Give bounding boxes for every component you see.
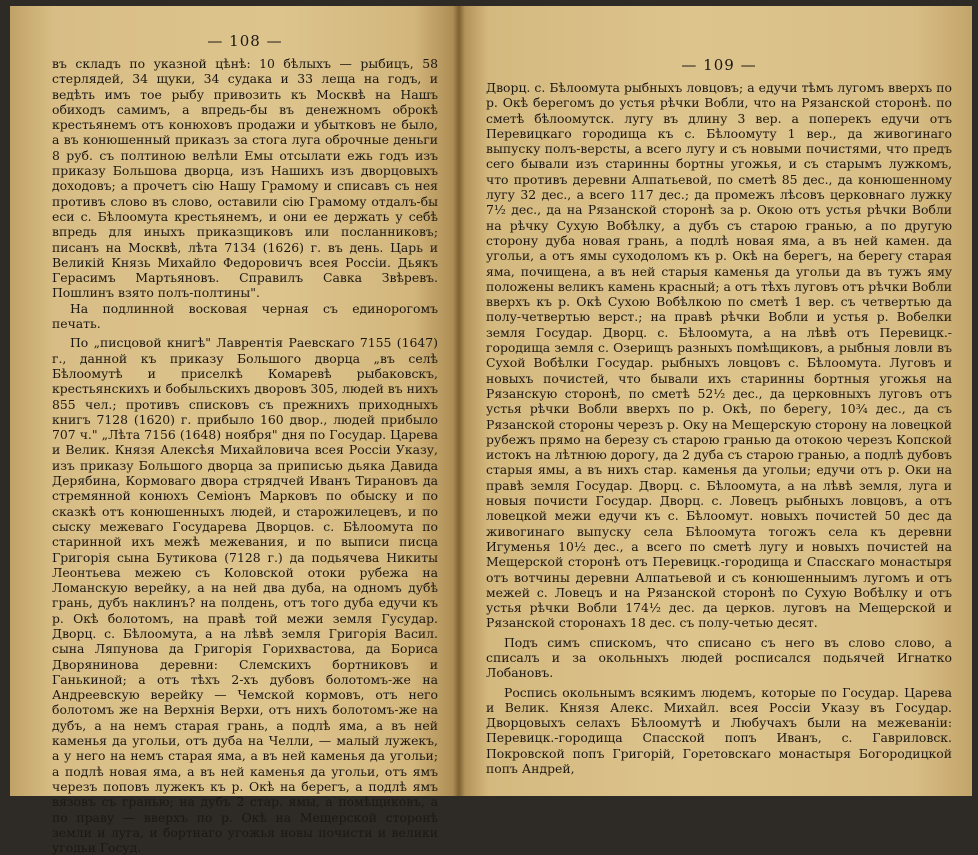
left-page-text — [52, 56, 438, 855]
paragraph: На подлинной восковая черная съ единорогомъ печать. — [52, 300, 438, 332]
paragraph: въ складъ по указной цѣнѣ: 10 бѣлыхъ — рыбицъ, 58 стерлядей, 34 щуки, 34 судака и 33 леща на годъ, и ведѣть имъ тое рыбу привозить къ Москвѣ на Нашъ обиходъ самимъ, а впредь-бы въ денежномъ оброкѣ крестьянемъ отъ конюховъ продажи и убытковъ не было, а въ конюшенный приказъ за стога луга оброчные деньги 8 руб. съ полтиною велѣли Емы отсылати ежь годъ изъ приказу Большова дворца, изъ Нашихъ изъ дворцовыхъ доходовъ; а прочетъ сію Нашу Грамому и списавъ съ нея противъ слово въ слово, оставили сію Грамому отдалъ-бы еси с. Бѣлоомута крестьянемъ, и они ее держать у себѣ впредь для иныхъ приказщиковъ или посланниковъ; писанъ на Москвѣ, лѣта 7134 (1626) г. въ день. Царь и Великій Князь Михайло Федоровичъ всея Россіи. Дьякъ Герасимъ Мартьяновъ. Справилъ Савка Звѣревъ. Пошлинъ взято полъ-полтины". — [52, 56, 438, 301]
paragraph: Роспись окольнымъ всякимъ людемъ, которые по Государ. Царева и Велик. Князя Алекс. Михайл. всея Россіи Указу въ Государ. Дворцовыхъ селахъ Бѣлоомутѣ и Любучахъ были на межеваніи: Перевицк.-городища Спасской попъ Иванъ, с. Гавриловск. Покровской попъ Григорій, Горетовскаго монастыря Богородицкой попъ Андрей, — [486, 684, 952, 777]
paragraph: По „писцовой книгѣ" Лаврентія Раевскаго 7155 (1647) г., данной къ приказу Большого дворца „въ селѣ Бѣлоомутѣ и приселкѣ Комаревѣ рыбаковскъ, крестьянскихъ и бобыльскихъ дворовъ 305, людей въ нихъ 855 чел.; противъ списковъ съ прежнихъ приходныхъ книгъ 7128 (1620) г. прибыло 160 двор., людей прибыло 707 ч." „Лѣта 7156 (1648) ноября" дня по Государ. Царева и Велик. Князя Алексѣя Михайловича всея Россіи Указу, изъ приказу Большого дворца за приписью дьяка Давида Дерябина, Кормоваго двора стрядчей Иванъ Тирановъ да стремянной конюхъ Семіонъ Марковъ по обыску и по сказкѣ отъ конюшенныхъ людей, и старожилецевъ, и по сыску межеваго Государева Дворцов. с. Бѣлоомута по старинной ихъ межѣ межевания, и по выписи писца Григорія сына Бутикова (7128 г.) да подьячева Никиты Леонтьева межею съ Коловской отоки рубежа на Ломанскую верейку, а на ней два дуба, на одномъ дубѣ грань, дубъ наклинъ? на полдень, отъ того дуба едучи къ р. Окѣ болотомъ, на правѣ той межи земля Гусудар. Дворц. с. Бѣлоомута, а на лѣвѣ земля Григорія Васил. сына Ляпунова да Григорія Горихвастова, да Бориса Дворянинова деревни: Слемскихъ бортниковъ и Ганькиной; а отъ тѣхъ 2-хъ дубовъ болотомъ-же на Андреевскую верейку — Чемской кормовъ, отъ него болотомъ же на Верхнія Верхи, отъ нихъ болотомъ-же на дубъ, а на немъ старая грань, а подлѣ яма, а въ ней каменья да угольи, отъ дуба на Челли, — малый лужекъ, а у него на немъ старая яма, а въ ней каменья да угольи; а подлѣ новая яма, а въ ней каменья да угольи, отъ ямъ черезъ поповъ лужекъ къ р. Окѣ на берегъ, а подлѣ ямъ вязовъ съ гранью; на дубъ 2 стар. ямы, а помѣщиковъ, а по праву — вверхъ по р. Окѣ на Мещерской сторонѣ земли и луга, и бортнаго угожья новы почисти и велики угодьи Госуд. — [52, 335, 438, 855]
open-book — [10, 6, 972, 855]
page-number-right: — 109 — — [681, 56, 757, 74]
left-page — [10, 6, 458, 855]
paragraph: Подъ симъ спискомъ, что списано съ него въ слово слово, а списалъ и за окольныхъ людей росписался подьячей Игнатко Лобановъ. — [486, 634, 952, 681]
paragraph: Дворц. с. Бѣлоомута рыбныхъ ловцовъ; а едучи тѣмъ лугомъ вверхъ по р. Окѣ берегомъ до устья рѣчки Вобли, что на Рязанской сторонѣ. по сметѣ бѣлоомутск. лугу въ длину 3 вер. а поперекъ едучи отъ Перевицкаго городища къ с. Бѣлоомуту 1 вер., да живогинаго выпуску полъ-версты, а всего лугу и съ новыми почистями, что предъ сего бывали изъ старинны бортны угожья, и съ старымъ лужкомъ, что противъ деревни Алпатьевой, по сметѣ 85 дес., да конюшенному лугу 32 дес., а всего 117 дес.; да промежъ лѣсовъ церковнаго лужку 7½ дес., да на Рязанской сторонѣ за р. Окою отъ устья рѣчки Вобли на рѣчку Сухую Вобѣлку, а дубъ съ старою гранью, а по другую сторону дуба новая грань, а подлѣ новая яма, а въ ней камен. да угольи, а отъ ямы суходоломъ къ р. Окѣ на берегъ, на берегу старая яма, почищена, а въ ней старыя каменья да угольи да въ тужъ яму положены великъ камень красный; а отъ тѣхъ луговъ отъ рѣчки Вобли вверхъ къ р. Окѣ Сухою Вобѣлкою по сметѣ 1 вер. съ четвертью да полу-четвертью верст.; на правѣ рѣчки Вобли и устья р. Вобелки земля Государ. Дворц. с. Бѣлоомута, а на лѣвѣ отъ Перевицк.-городища земля с. Озерищъ разныхъ помѣщиковъ, а рыбныя ловли въ Сухой Вобѣлки Государ. рыбныхъ ловцовъ с. Бѣлоомута. Луговъ и новыхъ почистей, что бывали ихъ старинны бортныя угожья на Рязанскую сторонѣ, по сметѣ 52½ дес., да церковныхъ луговъ отъ устья рѣчки Вобли вверхъ по р. Окѣ, по берегу, 10¾ дес., да съ Рязанской стороны черезъ р. Оку на Мещерскую сторону на ловецкой рубежъ прямо на березу съ старою гранью да отокою черезъ Копской истокъ на лѣтнюю дорогу, да 2 дуба съ старою гранью, а подлѣ дубовъ старыя ямы, а въ нихъ стар. каменья да угольи; едучи отъ р. Оки на правѣ земля Государ. Дворц. с. Бѣлоомута, а на лѣвѣ земля, луга и новыя почисти Государ. Дворц. с. Ловецъ рыбныхъ ловцовъ, а отъ ловецкой межи едучи къ с. Бѣлоомут. новыхъ почистей 50 дес да живогинаго выпуску села Бѣлоомута тогожъ села къ деревни Игуменья 10½ дес., а всего по сметѣ лугу и новыхъ почистей на Мещерской сторонѣ отъ Перевицк.-городища и Спасскаго монастыря отъ вотчины деревни Алпатьевой и съ конюшенныимъ лугомъ и отъ межей с. Ловецъ и на Рязанской сторонѣ по Сухую Вобѣлку и отъ устья рѣчки Вобли 174½ дес. да церков. луговъ на Мещерской и Рязанской сторонахъ 18 дес. съ полу-четью десят. — [486, 80, 952, 631]
right-page-text — [486, 80, 952, 776]
right-page — [458, 6, 972, 796]
page-number-left: — 108 — — [207, 32, 283, 50]
